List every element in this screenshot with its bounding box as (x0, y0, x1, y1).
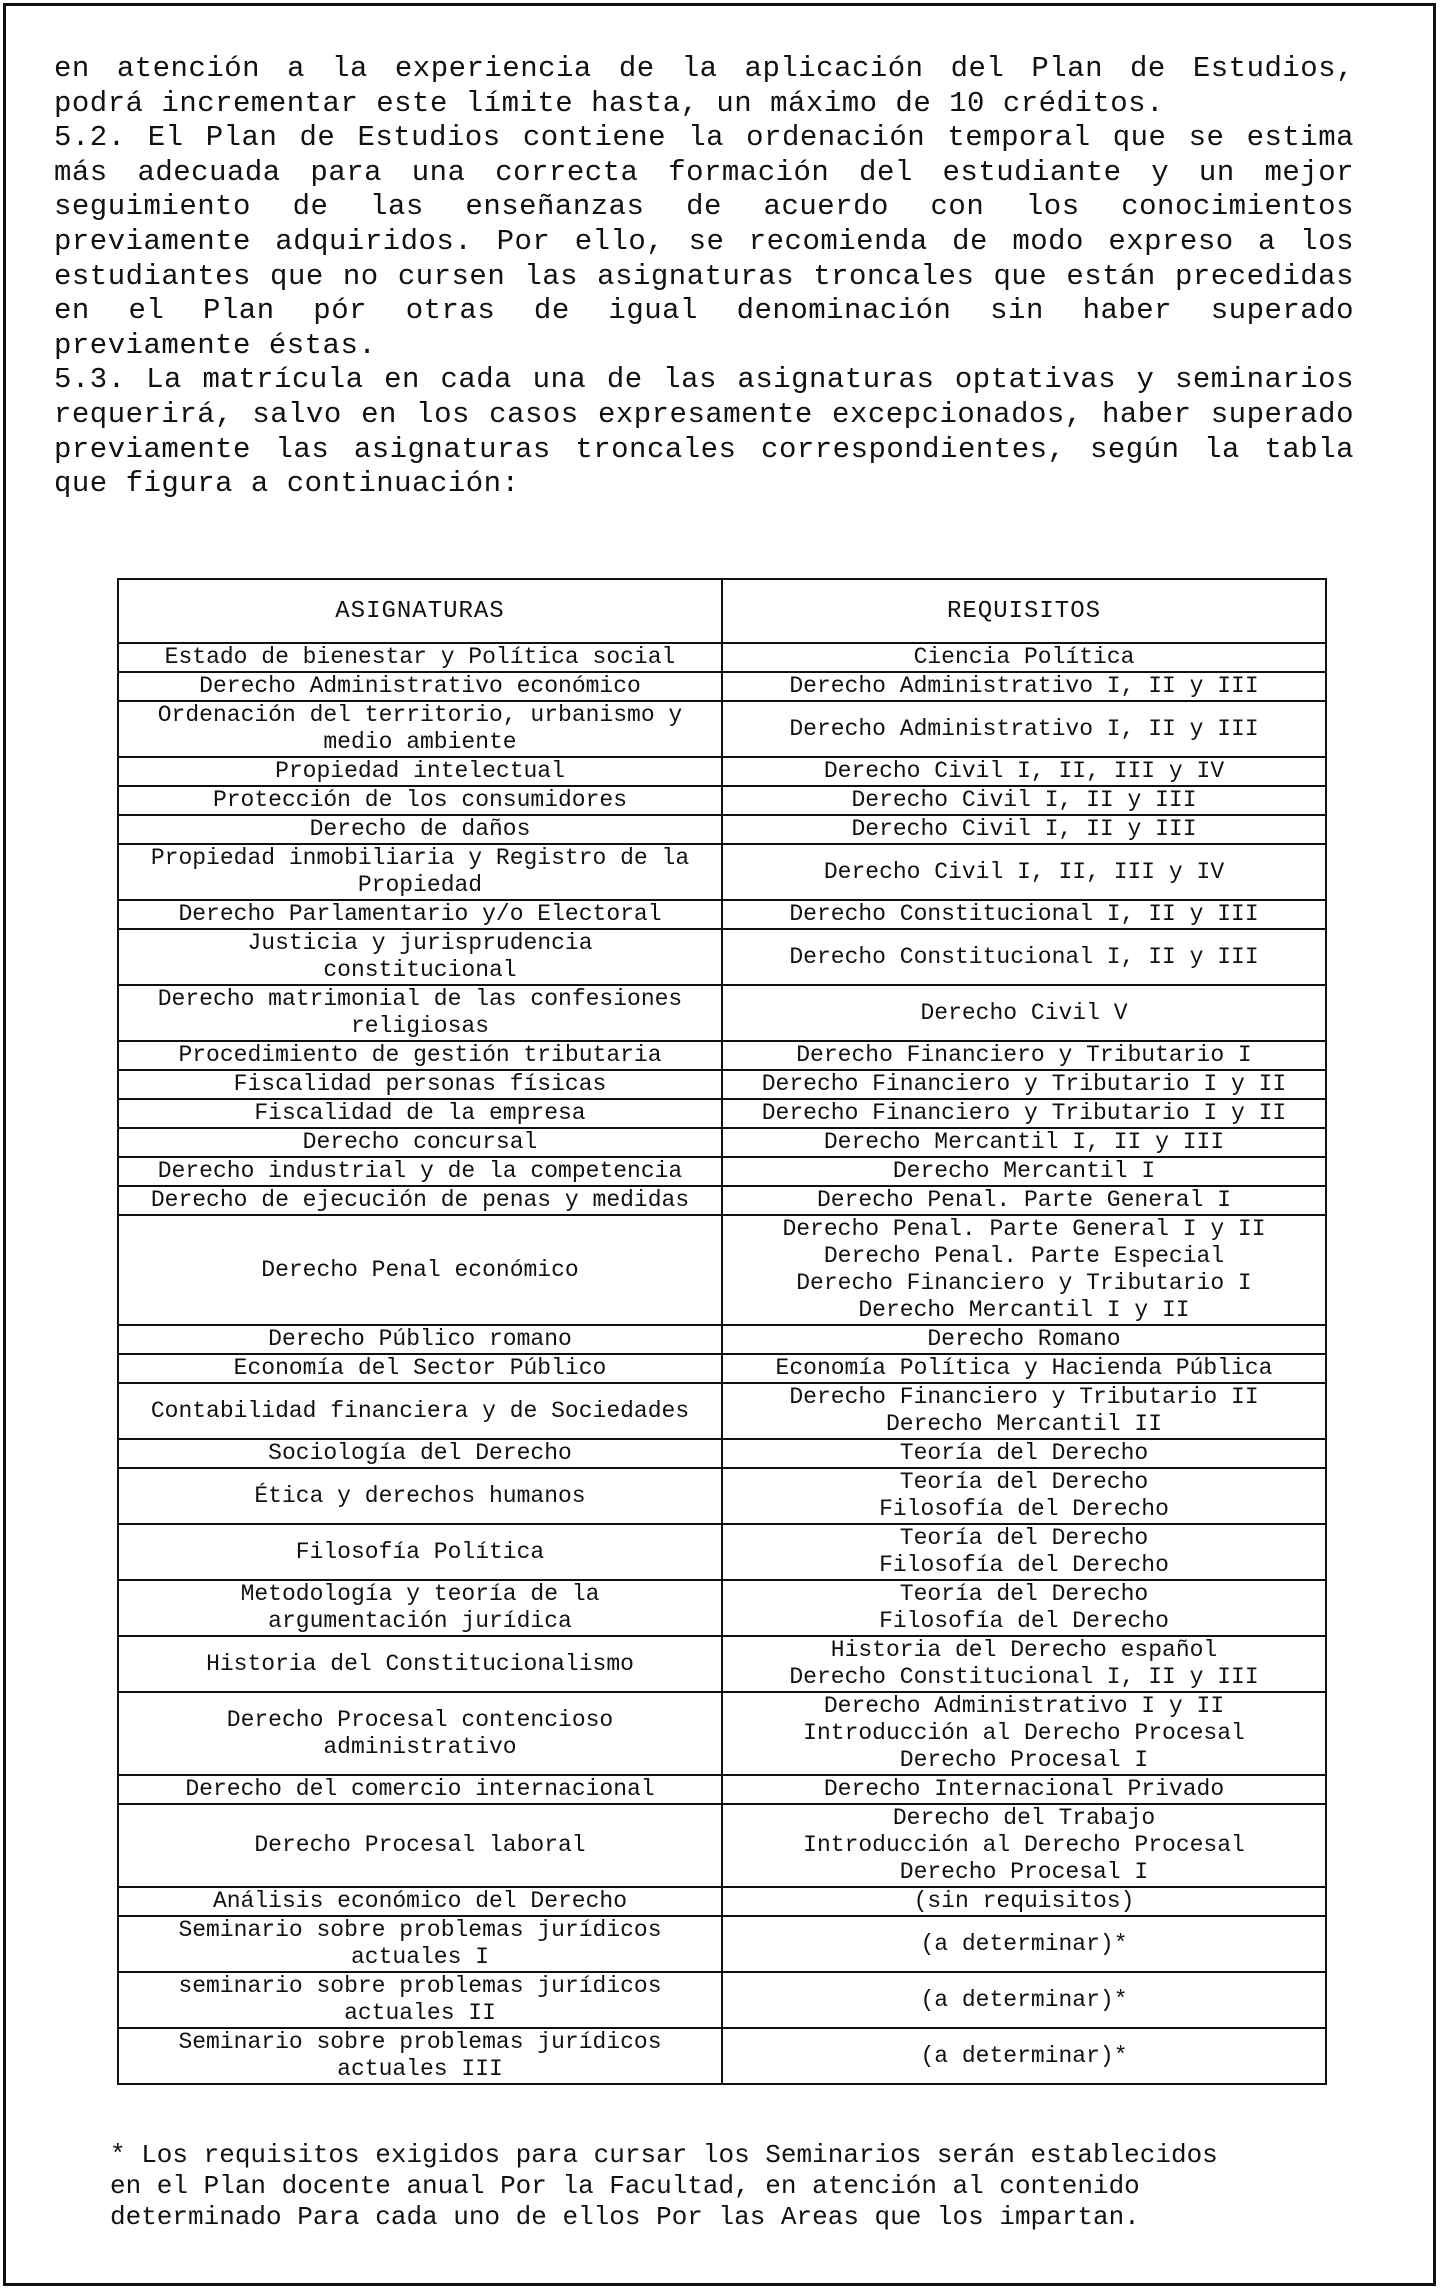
subject-cell-line: Análisis económico del Derecho (212, 1888, 628, 1914)
table-row (118, 1128, 1326, 1157)
table-row (118, 1041, 1326, 1070)
requirement-cell-line: Introducción al Derecho Procesal (803, 1832, 1245, 1858)
requirement-cell-line: Derecho Administrativo I y II (823, 1693, 1225, 1719)
subject-cell (118, 1439, 722, 1468)
subject-cell-line: Propiedad inmobiliaria y Registro de la (150, 845, 690, 871)
subject-cell-line: constitucional (323, 957, 517, 983)
table-row (118, 900, 1326, 929)
requirement-cell (722, 1692, 1326, 1775)
table-row (118, 844, 1326, 900)
table-row (118, 1383, 1326, 1439)
paragraph-5-3: 5.3. La matrícula en cada una de las asignaturas optativas y seminarios requerirá, salvo en los casos expresamente excepcionados, haber superado previamente las asignaturas troncales correspondientes, según la tabla que figura a continuación: (54, 363, 1354, 501)
subject-cell (118, 1972, 722, 2028)
table-row (118, 1215, 1326, 1325)
requirement-cell (722, 701, 1326, 757)
subject-cell (118, 844, 722, 900)
subject-cell (118, 1354, 722, 1383)
requirement-cell (722, 844, 1326, 900)
subject-cell-line: Economía del Sector Público (233, 1355, 607, 1381)
requirement-cell (722, 985, 1326, 1041)
table-row (118, 1070, 1326, 1099)
requirement-cell (722, 1916, 1326, 1972)
subject-cell-line: Derecho de ejecución de penas y medidas (150, 1187, 690, 1213)
requirement-cell-line: Historia del Derecho español (830, 1637, 1218, 1663)
subject-cell (118, 757, 722, 786)
requirement-cell-line: Teoría del Derecho (899, 1469, 1149, 1495)
subject-cell (118, 815, 722, 844)
subject-cell-line: administrativo (323, 1733, 517, 1760)
requirement-cell-line: Economía Política y Hacienda Pública (775, 1355, 1273, 1381)
requirement-cell-line: Derecho Administrativo I, II y III (789, 673, 1259, 699)
requirement-cell (722, 1636, 1326, 1692)
subject-cell-line: Ética y derechos humanos (254, 1482, 586, 1509)
table-row (118, 929, 1326, 985)
requirement-cell-line: Derecho Penal. Parte Especial (823, 1243, 1225, 1269)
header-subjects: ASIGNATURAS (118, 579, 722, 643)
table-row (118, 1916, 1326, 1972)
subject-cell (118, 1383, 722, 1439)
requirement-cell (722, 672, 1326, 701)
requirement-cell (722, 1383, 1326, 1439)
subject-cell (118, 1215, 722, 1325)
subject-cell-line: Derecho del comercio internacional (185, 1776, 655, 1802)
subject-cell (118, 1804, 722, 1887)
table-row (118, 643, 1326, 672)
requirement-cell-line: Introducción al Derecho Procesal (803, 1720, 1245, 1746)
requirement-cell (722, 1186, 1326, 1215)
requirement-cell-line: Derecho Constitucional I, II y III (789, 943, 1259, 970)
subject-cell-line: seminario sobre problemas jurídicos (178, 1973, 662, 1999)
subject-cell-line: Estado de bienestar y Política social (164, 644, 676, 670)
requirement-cell (722, 1524, 1326, 1580)
requirement-cell-line: Derecho Internacional Privado (823, 1776, 1225, 1802)
subject-cell (118, 643, 722, 672)
requirement-cell-line: Derecho Mercantil I y II (858, 1297, 1190, 1323)
requirement-cell-line: Filosofía del Derecho (879, 1552, 1169, 1578)
subject-cell (118, 1325, 722, 1354)
subject-cell (118, 1887, 722, 1916)
table-row (118, 2028, 1326, 2084)
requirement-cell-line: (a determinar)* (920, 1986, 1128, 2013)
requirement-cell-line: Derecho Civil I, II, III y IV (823, 758, 1225, 784)
requirement-cell-line: Derecho Romano (927, 1326, 1121, 1352)
requirement-cell-line: Derecho Penal. Parte General I y II (782, 1216, 1266, 1242)
requirement-cell (722, 2028, 1326, 2084)
footnote-line: en el Plan docente anual Por la Facultad, en atención al contenido (110, 2171, 1140, 2201)
table-row (118, 1099, 1326, 1128)
requirement-cell-line: Derecho Mercantil I (892, 1158, 1156, 1184)
subject-cell (118, 1636, 722, 1692)
requirement-cell (722, 815, 1326, 844)
requirement-cell-line: Derecho Constitucional I, II y III (789, 1664, 1259, 1690)
requirement-cell-line: Derecho Civil I, II y III (851, 816, 1197, 842)
subject-cell-line: Justicia y jurisprudencia (247, 930, 593, 956)
subject-cell (118, 1186, 722, 1215)
requirement-cell-line: Derecho Civil V (920, 999, 1128, 1026)
subject-cell-line: Historia del Constitucionalismo (206, 1650, 634, 1677)
requirement-cell-line: Derecho Civil I, II y III (851, 787, 1197, 813)
subject-cell-line: Seminario sobre problemas jurídicos (178, 1917, 662, 1943)
subject-cell-line: Derecho Procesal laboral (254, 1832, 586, 1858)
table-row (118, 1972, 1326, 2028)
subject-cell (118, 701, 722, 757)
subject-cell-line: actuales III (337, 2056, 503, 2082)
table-row (118, 757, 1326, 786)
subject-cell-line: Derecho concursal (302, 1129, 538, 1155)
subject-cell-line: actuales I (350, 1944, 490, 1970)
subject-cell (118, 1099, 722, 1128)
requirement-cell (722, 1439, 1326, 1468)
requirement-cell-line: Derecho Administrativo I, II y III (789, 715, 1259, 742)
subject-cell-line: Derecho industrial y de la competencia (157, 1158, 683, 1184)
table-row (118, 1636, 1326, 1692)
subject-cell-line: Derecho Penal económico (261, 1256, 579, 1283)
table-row (118, 985, 1326, 1041)
subject-cell (118, 1775, 722, 1804)
subject-cell-line: Contabilidad financiera y de Sociedades (150, 1397, 690, 1424)
table-row (118, 1887, 1326, 1916)
requirement-cell (722, 1804, 1326, 1887)
subject-cell (118, 1692, 722, 1775)
subject-cell (118, 929, 722, 985)
footnote (110, 2140, 1320, 2233)
requirement-cell (722, 1972, 1326, 2028)
requirement-cell-line: Ciencia Política (913, 644, 1135, 670)
paragraph-5-2: 5.2. El Plan de Estudios contiene la ordenación temporal que se estima más adecuada para una correcta formación del estudiante y un mejor seguimiento de las enseñanzas de acuerdo con los conocimientos previamente adquiridos. Por ello, se recomienda de modo expreso a los estudiantes que no cursen las asignaturas troncales que están precedidas en el Plan pór otras de igual denominación sin haber superado previamente éstas. (54, 121, 1354, 362)
requirement-cell (722, 900, 1326, 929)
requirement-cell (722, 1354, 1326, 1383)
subject-cell (118, 1041, 722, 1070)
table-row (118, 1325, 1326, 1354)
subject-cell-line: Filosofía Política (295, 1538, 545, 1565)
requirement-cell-line: Derecho Financiero y Tributario I (796, 1042, 1252, 1068)
requirement-cell-line: (a determinar)* (920, 1930, 1128, 1957)
table-row (118, 1157, 1326, 1186)
subject-cell-line: Derecho matrimonial de las confesiones (157, 986, 683, 1012)
requirement-cell (722, 1325, 1326, 1354)
requirement-cell-line: Derecho Financiero y Tributario II (789, 1384, 1259, 1410)
paragraph-intro: en atención a la experiencia de la aplicación del Plan de Estudios, podrá incrementar este límite hasta, un máximo de 10 créditos. (54, 52, 1354, 120)
requirement-cell (722, 1580, 1326, 1636)
requirement-cell-line: Derecho Financiero y Tributario I y II (761, 1071, 1287, 1097)
table-row (118, 786, 1326, 815)
requirement-cell-line: Derecho Procesal I (899, 1747, 1149, 1773)
requirement-cell (722, 1468, 1326, 1524)
requirements-table (117, 578, 1327, 2085)
requirement-cell (722, 1128, 1326, 1157)
requirement-cell (722, 757, 1326, 786)
subject-cell (118, 1916, 722, 1972)
subject-cell (118, 786, 722, 815)
table-row (118, 1692, 1326, 1775)
requirement-cell (722, 1157, 1326, 1186)
subject-cell (118, 900, 722, 929)
subject-cell (118, 1468, 722, 1524)
requirement-cell-line: (a determinar)* (920, 2042, 1128, 2069)
table-row (118, 1524, 1326, 1580)
requirement-cell-line: Teoría del Derecho (899, 1440, 1149, 1466)
subject-cell-line: actuales II (344, 2000, 496, 2026)
requirement-cell (722, 1070, 1326, 1099)
requirement-cell (722, 1099, 1326, 1128)
table-header-row (118, 579, 1326, 643)
requirement-cell-line: Filosofía del Derecho (879, 1496, 1169, 1522)
subject-cell-line: Propiedad (357, 872, 483, 898)
footnote-line: * Los requisitos exigidos para cursar los Seminarios serán establecidos (110, 2140, 1218, 2170)
requirement-cell-line: Derecho Civil I, II, III y IV (823, 858, 1225, 885)
subject-cell-line: Fiscalidad de la empresa (254, 1100, 586, 1126)
table-row (118, 1775, 1326, 1804)
requirement-cell (722, 1215, 1326, 1325)
subject-cell-line: Sociología del Derecho (268, 1440, 572, 1466)
subject-cell (118, 1157, 722, 1186)
subject-cell-line: religiosas (350, 1013, 490, 1039)
table-row (118, 1468, 1326, 1524)
subject-cell-line: argumentación jurídica (268, 1608, 572, 1634)
requirement-cell (722, 786, 1326, 815)
requirement-cell-line: Derecho Constitucional I, II y III (789, 901, 1259, 927)
table-row (118, 1804, 1326, 1887)
subject-cell (118, 985, 722, 1041)
subject-cell-line: Fiscalidad personas físicas (233, 1071, 607, 1097)
subject-cell-line: Derecho Público romano (268, 1326, 572, 1352)
subject-cell-line: Derecho Procesal contencioso (226, 1706, 614, 1733)
subject-cell-line: Ordenación del territorio, urbanismo y (157, 702, 683, 728)
subject-cell-line: medio ambiente (323, 729, 517, 755)
table-row (118, 1186, 1326, 1215)
subject-cell-line: Propiedad intelectual (275, 758, 565, 784)
subject-cell (118, 1580, 722, 1636)
requirement-cell-line: Teoría del Derecho (899, 1525, 1149, 1551)
subject-cell (118, 2028, 722, 2084)
table-row (118, 1354, 1326, 1383)
subject-cell (118, 672, 722, 701)
table-body (118, 643, 1326, 2084)
header-requirements: REQUISITOS (722, 579, 1326, 643)
requirement-cell-line: Derecho Mercantil I, II y III (823, 1129, 1225, 1155)
footnote-line: determinado Para cada uno de ellos Por las Areas que los impartan. (110, 2202, 1140, 2232)
requirement-cell-line: Derecho del Trabajo (892, 1805, 1156, 1831)
body-text (54, 52, 1354, 502)
requirement-cell (722, 643, 1326, 672)
table-row (118, 672, 1326, 701)
subject-cell-line: Protección de los consumidores (212, 787, 628, 813)
table-row (118, 815, 1326, 844)
subject-cell-line: Derecho Administrativo económico (199, 673, 641, 699)
requirement-cell-line: Filosofía del Derecho (879, 1608, 1169, 1634)
requirement-cell-line: Derecho Procesal I (899, 1859, 1149, 1885)
requirement-cell-line: (sin requisitos) (913, 1888, 1135, 1914)
table-row (118, 701, 1326, 757)
requirement-cell-line: Derecho Financiero y Tributario I (796, 1270, 1252, 1296)
subject-cell-line: Derecho de daños (309, 816, 531, 842)
requirement-cell-line: Teoría del Derecho (899, 1581, 1149, 1607)
requirement-cell-line: Derecho Financiero y Tributario I y II (761, 1100, 1287, 1126)
subject-cell-line: Seminario sobre problemas jurídicos (178, 2029, 662, 2055)
requirement-cell-line: Derecho Mercantil II (885, 1411, 1163, 1437)
subject-cell (118, 1070, 722, 1099)
table-row (118, 1439, 1326, 1468)
requirement-cell (722, 929, 1326, 985)
subject-cell-line: Procedimiento de gestión tributaria (178, 1042, 662, 1068)
requirement-cell-line: Derecho Penal. Parte General I (816, 1187, 1232, 1213)
subject-cell-line: Metodología y teoría de la (240, 1581, 600, 1607)
table-row (118, 1580, 1326, 1636)
subject-cell-line: Derecho Parlamentario y/o Electoral (178, 901, 662, 927)
requirement-cell (722, 1887, 1326, 1916)
subject-cell (118, 1524, 722, 1580)
requirement-cell (722, 1775, 1326, 1804)
requirement-cell (722, 1041, 1326, 1070)
subject-cell (118, 1128, 722, 1157)
